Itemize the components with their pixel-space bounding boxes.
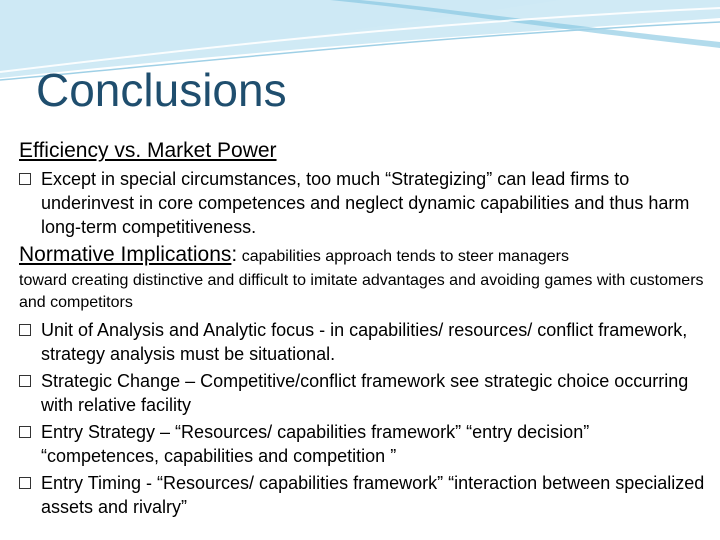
bullet-text: Strategic Change – Competitive/conflict framework see strategic choice occurring with relative facility [41,371,689,415]
section-heading-efficiency-text: Efficiency vs. Market Power [19,139,277,162]
checkbox-bullet-icon [19,173,31,185]
slide-content [19,138,709,522]
heading-colon: : [231,243,238,266]
bullet-text: Entry Strategy – “Resources/ capabilities framework” “entry decision” “competences, capabilities and competition ” [41,422,590,466]
section-heading-normative [19,242,709,270]
checkbox-bullet-icon [19,477,31,489]
checkbox-bullet-icon [19,375,31,387]
checkbox-bullet-icon [19,324,31,336]
bullet-item [19,369,709,417]
bullet-text: Entry Timing - “Resources/ capabilities framework” “interaction between specialized assets and rivalry” [41,473,705,517]
bullet-text: Except in special circumstances, too much “Strategizing” can lead firms to underinvest in core competences and neglect dynamic capabilities and thus harm long-term competitiveness. [41,169,690,237]
bullet-item [19,471,709,519]
slide-title: Conclusions [36,64,287,116]
section-heading-normative-text: Normative Implications [19,243,232,266]
bullet-item [19,420,709,468]
section-heading-efficiency [19,138,709,164]
checkbox-bullet-icon [19,426,31,438]
bullet-item [19,167,709,239]
normative-continuation-text: toward creating distinctive and difficult to imitate advantages and avoiding games with customers and competitors [19,272,704,311]
bullet-item [19,318,709,366]
bullet-text: Unit of Analysis and Analytic focus - in capabilities/ resources/ conflict framework, strategy analysis must be situational. [41,320,688,364]
normative-lead-text: capabilities approach tends to steer managers [237,248,569,265]
